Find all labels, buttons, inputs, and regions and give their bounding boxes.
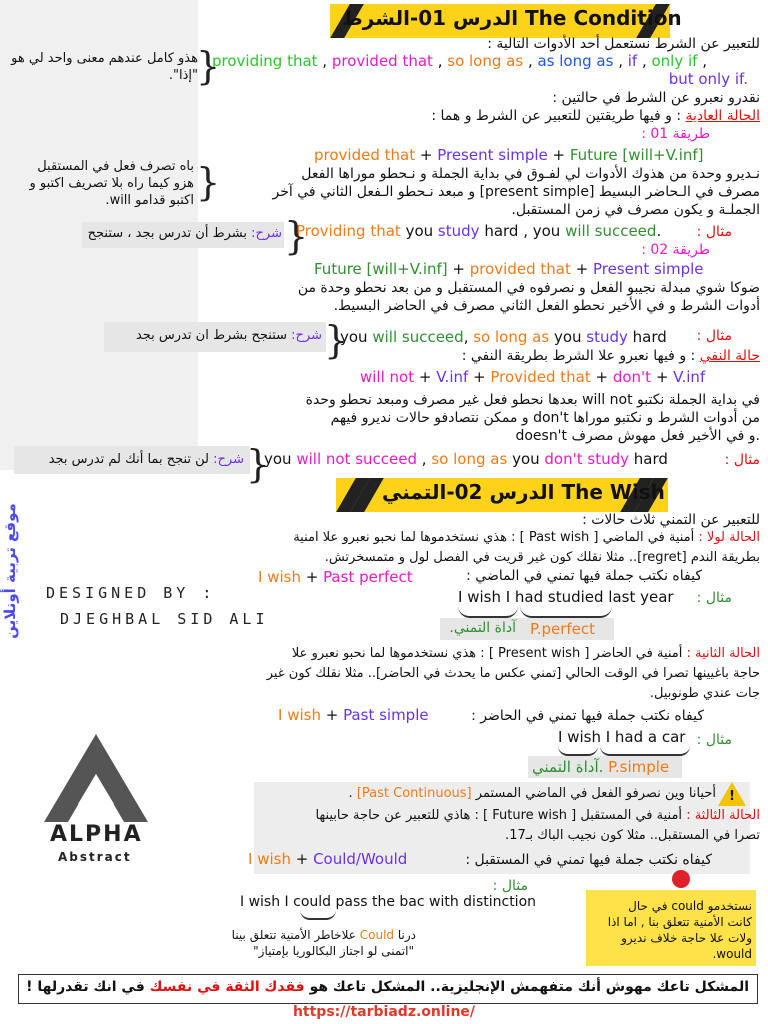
case3-formula: I wish + Could/Would xyxy=(248,850,408,868)
normal-case-rest: : و فيها طريقتين للتعبير عن الشرط و هما : xyxy=(431,108,682,124)
tool-if: if xyxy=(627,52,638,70)
formula3: will not + V.inf + Provided that + don't + V.inf xyxy=(360,368,706,386)
case1-line1: الحالة لولا : أمنية في الماضي [ Past wish ] : هذي نستخدموها لما نحبو نعبرو علا امنية xyxy=(293,530,760,545)
case1-formula: I wish + Past perfect xyxy=(258,568,413,586)
explain3: شرح: لن تنجح بما أنك لم تدرس بجد xyxy=(48,452,244,467)
motivation-quote-box xyxy=(18,974,758,1004)
brace-icon: } xyxy=(284,214,309,258)
tool-providing-that: providing that xyxy=(212,52,318,70)
sticky-note: نستخدمو could في حال كانت الأمنية تتعلق بنا , اما اذا ولات علا حاجة خلاف نديرو would. xyxy=(586,890,756,966)
site-url-link[interactable]: https://tarbiadz.online/ xyxy=(292,1004,476,1020)
two-cases-line: نقدرو نعبرو عن الشرط في حالتين : xyxy=(552,90,760,106)
example2-sentence: you will succeed, so long as you study hard xyxy=(340,328,667,346)
method2-desc-1: ضوكا شوي مبدلة نجيبو الفعل و نصرفوه في المستقبل و من بعد نحطو وحدة من xyxy=(297,280,760,296)
example2-label: مثال : xyxy=(696,328,732,344)
negative-case-line: حالة النفي : و فيها نعبرو علا الشرط بطريقة النفي : xyxy=(461,348,760,364)
negative-desc-2: من أدوات الشرط و نكتبو موراها don't و ممكن نتصادفو حالات نديرو فيهم xyxy=(330,410,760,426)
normal-case-line xyxy=(431,108,760,124)
vertical-site-label: موقع تربية أونلاين xyxy=(0,503,19,639)
example3-sentence: you will not succeed , so long as you don't study hard xyxy=(264,450,668,468)
case1-tag-wish: آداة التمني. xyxy=(449,620,516,636)
lesson2-intro: للتعبير عن التمني ثلاث حالات : xyxy=(582,512,760,528)
method1-desc-2: مصرف في الـحاضر البسيط [present simple] و مبعد نـحطو الـفعل الثاني في آخر xyxy=(272,184,760,200)
case2-line1: الحالة الثانية : أمنية في الحاضر [ Present wish ] : هذي نستخدموها لما نحبو نعبرو علا xyxy=(291,646,760,661)
brace-icon: } xyxy=(324,318,349,362)
lesson1-banner xyxy=(330,4,682,38)
formula2: Future [will+V.inf] + provided that + Present simple xyxy=(314,260,704,278)
case2-line2: حاجة باغيينها تصرا في الوقت الحالي [تمني عكس ما يحدث في الحاضر].. مثلا نقلك كون غير xyxy=(266,666,760,681)
case3-note-1: درنا Could علاخاطر الأمنية تتعلق بينا xyxy=(231,928,416,942)
brace-icon: } xyxy=(246,442,271,486)
logo-sub: Abstract xyxy=(58,850,132,864)
case3-how: كيفاه نكتب جملة فيها تمني في المستقبل : xyxy=(465,852,712,868)
case3-example-label: مثال : xyxy=(492,878,528,894)
case2-tags: آداة التمني. P.simple xyxy=(532,758,670,776)
case3-example: I wish I could pass the bac with distinction xyxy=(240,894,537,910)
negative-desc-1: في بداية الجملة نكتبو will not بعدها نحطو فعل غير مصرف ومبعد نحطو وحدة xyxy=(305,392,760,408)
example3-label: مثال : xyxy=(724,452,760,468)
warning-text: أحيانا وين نصرفو الفعل في الماضي المستمر [Past Continuous] . xyxy=(348,786,716,801)
case1-example-label: مثال : xyxy=(696,590,732,606)
case3-line2: تصرا في المستقبل.. مثلا كون نجيب الباك بـ17. xyxy=(505,828,760,843)
method1-desc-3: الجملـة و يكون مصرف في زمن المستقبل. xyxy=(511,202,760,218)
brace-icon: } xyxy=(196,160,221,204)
case3-line1: الحالة الثالثة : أمنية في المستقبل [ Future wish ] : هاذي للتعبير عن حاجة حابينها xyxy=(315,808,760,823)
lesson1-title: الدرس 01-الشرط The Condition xyxy=(342,6,682,30)
designer-name: DJEGHBAL SID ALI xyxy=(60,610,269,628)
case1-line2: بطريقة الندم [regret].. مثلا نقلك كون غير قريت في الفصل لول و متمسخرتش. xyxy=(324,550,760,565)
method1-label: طريقة 01 : xyxy=(641,126,710,142)
case2-how: كيفاه نكتب جملة فيها تمني في الحاضر : xyxy=(471,708,704,724)
formula1: provided that + Present simple + Future [will+V.inf] xyxy=(314,146,704,164)
pin-icon xyxy=(672,870,690,888)
case1-example: I wish I had studied last year xyxy=(458,588,674,606)
lesson1-intro: للتعبير عن الشرط نستعمل أحد الأدوات التالية : xyxy=(487,36,760,52)
explain2: شرح: ستنجح بشرط ان تدرس بجد xyxy=(135,328,322,343)
motivation-quote: المشكل تاعك مهوش أنك متفهمش الإنجليزية.. المشكل تاعك هو فقدك الثقة في نفسك في انك تقدرلها ! xyxy=(26,979,749,995)
case2-formula: I wish + Past simple xyxy=(278,706,429,724)
side-note-method1: باه تصرف فعل في المستقبل هزو كيما راه بلا تصريف اكتبو و اكتبو قدامو will. xyxy=(29,159,194,208)
side-note-tools: هذو كامل عندهم معنى واحد لي هو "إذا". xyxy=(11,51,198,83)
example1-label: مثال : xyxy=(696,224,732,240)
negative-desc-3: doesn't و في الأخير فعل مهوش مصرف. xyxy=(515,428,760,444)
tool-provided-that: provided that xyxy=(331,52,433,70)
tool-as-long-as: as long as xyxy=(537,52,614,70)
underbrace xyxy=(458,606,518,618)
alpha-logo-icon xyxy=(44,734,148,822)
method2-label: طريقة 02 : xyxy=(641,242,710,258)
example1-sentence: Providing that you study hard , you will succeed. xyxy=(296,222,662,240)
method1-desc-1: نـديرو وحدة من هذوك الأدوات لي لفـوق في بداية الجملة و نـحطو موراها الفعل xyxy=(301,166,760,182)
case1-how: كيفاه نكتب جملة فيها تمني في الماضي : xyxy=(466,568,702,584)
case1-tag-tense: P.perfect xyxy=(530,620,596,638)
underbrace xyxy=(520,606,612,618)
tool-but-only-if: but only if. xyxy=(668,70,748,88)
method2-desc-2: أدوات الشرط و في الأخير نحطو الفعل الثاني مصرف في الحاضر البسيط. xyxy=(333,298,760,314)
explain1: شرح: بشرط أن تدرس بجد ، ستنجح xyxy=(87,226,282,241)
lesson2-title: الدرس 02-التمني The Wish xyxy=(382,480,665,504)
tool-so-long-as: so long as xyxy=(447,52,524,70)
lesson2-banner xyxy=(336,478,668,512)
condition-tools-line1: providing that , provided that , so long as , as long as , if , only if , xyxy=(212,52,707,70)
case2-example-label: مثال : xyxy=(696,732,732,748)
case2-line3: جات عندي طونوبيل. xyxy=(649,686,760,701)
logo-name: ALPHA xyxy=(50,822,143,847)
case3-note-2: "اتمنى لو اجتاز البكالوريا بإمتياز" xyxy=(253,944,414,958)
tool-only-if: only if xyxy=(651,52,698,70)
case2-example: I wish I had a car xyxy=(558,728,686,746)
normal-case-label: الحالة العادية xyxy=(685,108,760,124)
designed-by-label: DESIGNED BY : xyxy=(46,584,216,602)
negative-case-label: حالة النفي xyxy=(699,348,760,364)
brace-icon: } xyxy=(196,44,221,88)
